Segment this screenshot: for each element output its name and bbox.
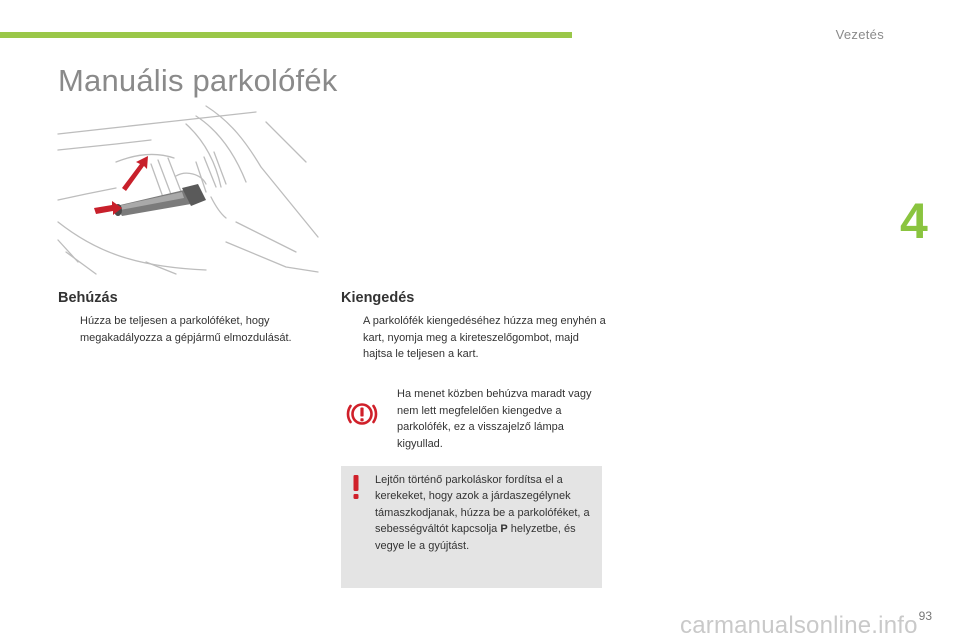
top-accent-bar: [0, 32, 572, 38]
warning-lamp-block: [341, 384, 609, 456]
engage-heading: Behúzás: [58, 290, 118, 306]
engage-instruction-text: Húzza be teljesen a parkolóféket, hogy megakadályozza a gépjármű elmozdulását.: [80, 315, 292, 344]
watermark: carmanualsonline.info: [680, 612, 918, 639]
page-number: 93: [918, 609, 932, 623]
parking-brake-illustration-icon: [56, 102, 322, 278]
note-gear-position: P: [500, 523, 508, 536]
release-instruction: [341, 313, 609, 363]
release-heading: Kiengedés: [341, 290, 415, 306]
slope-parking-note: [341, 466, 602, 588]
warning-lamp-text: Ha menet közben behúzva maradt vagy nem lett megfelelően kiengedve a parkolófék, ez a visszajelző lámpa kigyullad.: [397, 388, 592, 450]
slope-parking-text: [375, 472, 599, 554]
page-title: Manuális parkolófék: [58, 63, 338, 98]
release-instruction-text: A parkolófék kiengedéséhez húzza meg enyhén a kart, nyomja meg a kireteszelőgombot, majd hajtsa le teljesen a kart.: [363, 315, 606, 360]
brake-warning-lamp-icon: [346, 398, 378, 430]
chapter-number: 4: [900, 193, 928, 249]
note-text-before: Lejtőn történő parkoláskor fordítsa el a kerekeket, hogy azok a járdaszegélynek támaszkodjanak, húzza be a parkolóféket, a sebességváltót kapcsolja: [375, 474, 590, 536]
section-label: Vezetés: [835, 27, 884, 42]
engage-instruction: [58, 313, 333, 346]
exclamation-icon: [351, 471, 361, 503]
note-text-after: helyzetbe, és vegye le a gyújtást.: [375, 523, 576, 552]
